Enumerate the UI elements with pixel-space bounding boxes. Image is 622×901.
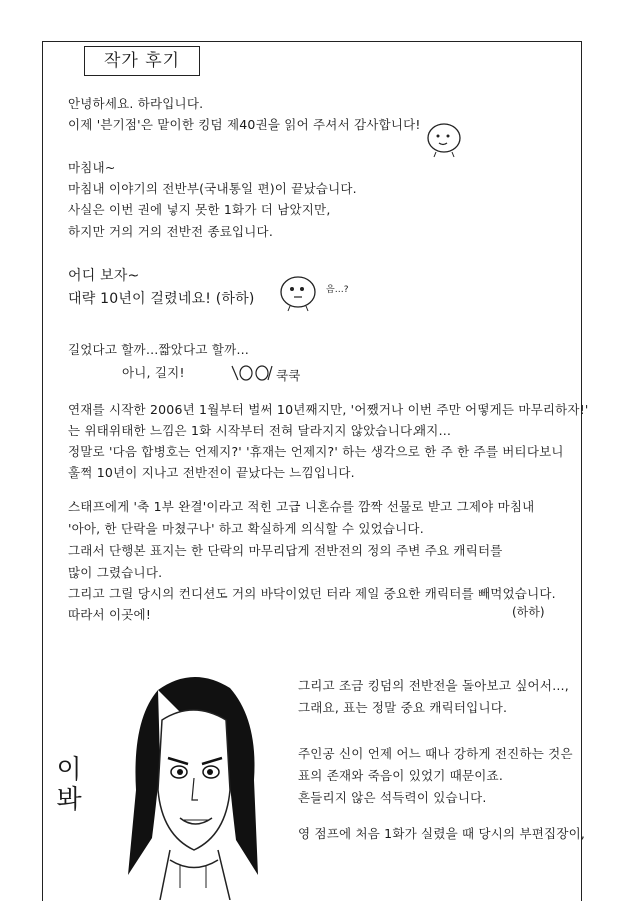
text-line: 그리고 조금 킹덤의 전반전을 돌아보고 싶어서…, — [298, 678, 569, 693]
text-line: 마침내~ — [68, 160, 116, 175]
text-line: 많이 그렸습니다. — [68, 565, 163, 580]
text-line: 표의 존재와 죽음이 있었기 때문이죠. — [298, 768, 503, 783]
text-line: 대략 10년이 걸렸네요! (하하) — [68, 291, 255, 307]
mascot-note: 음…? — [326, 285, 349, 295]
text-line: 흔들리지 않은 석득력이 있습니다. — [298, 790, 487, 805]
text-line: 정말로 '다음 합병호는 언제지?' '휴재는 언제지?' 하는 생각으로 한 주 한 주를 버티다보니 — [68, 444, 564, 459]
vertical-char: 이 — [56, 755, 82, 785]
side-note: 왜지… — [414, 423, 452, 438]
laughing-face-icon — [228, 358, 276, 388]
text-line: 사실은 이번 권에 넣지 못한 1화가 더 남았지만, — [68, 202, 331, 217]
page-title: 작가 후기 — [84, 46, 200, 76]
mascot-doodle-icon — [424, 118, 464, 158]
text-line: 그리고 그릴 당시의 컨디션도 거의 바닥이었던 터라 제일 중요한 캐릭터를 빼먹었습니다. — [68, 586, 556, 601]
text-line: 주인공 신이 언제 어느 때나 강하게 전진하는 것은 — [298, 746, 573, 761]
text-line: 안녕하세요. 하라입니다. — [68, 96, 204, 111]
text-line: 마침내 이야기의 전반부(국내통일 편)이 끝났습니다. — [68, 181, 357, 196]
text-line: 연재를 시작한 2006년 1월부터 벌써 10년째지만, '어쨌거나 이번 주만 어떻게든 마무리하자!' — [68, 402, 589, 417]
mascot-doodle-icon — [276, 272, 328, 312]
character-portrait-illustration — [118, 660, 268, 900]
text-line: 길었다고 할까…짧았다고 할까… — [68, 342, 250, 357]
text-line: 하지만 거의 거의 전반전 종료입니다. — [68, 224, 273, 239]
text-line: 아니, 길지! — [122, 365, 185, 380]
haha-note: (하하) — [512, 605, 545, 619]
vertical-char: 봐 — [56, 785, 82, 815]
text-line: 이제 '븐기점'은 맡이한 킹덤 제40권을 읽어 주셔서 감사합니다! — [68, 117, 421, 132]
vertical-exclamation — [54, 755, 84, 815]
text-line: '아아, 한 단락을 마쳤구나' 하고 확실하게 의식할 수 있었습니다. — [68, 521, 424, 536]
text-line: 훌쩍 10년이 지나고 전반전이 끝났다는 느낌입니다. — [68, 465, 355, 480]
text-line: 영 점프에 처음 1화가 실렸을 때 당시의 부편집장이, — [298, 826, 586, 841]
text-line: 따라서 이곳에! — [68, 607, 152, 622]
text-line: 그래서 단행본 표지는 한 단락의 마무리답게 전반전의 정의 주변 주요 캐릭터를 — [68, 543, 503, 558]
text-line: 스태프에게 '축 1부 완결'이라고 적힌 고급 니혼슈를 깜짝 선물로 받고 그제야 마침내 — [68, 499, 535, 514]
text-line: 그래요, 표는 정말 중요 캐릭터입니다. — [298, 700, 508, 715]
text-line: 어디 보자~ — [68, 268, 140, 284]
laugh-note: 쿡쿡 — [276, 368, 301, 383]
text-line: 는 위태위태한 느낌은 1화 시작부터 전혀 달라지지 않았습니다. — [68, 423, 417, 438]
